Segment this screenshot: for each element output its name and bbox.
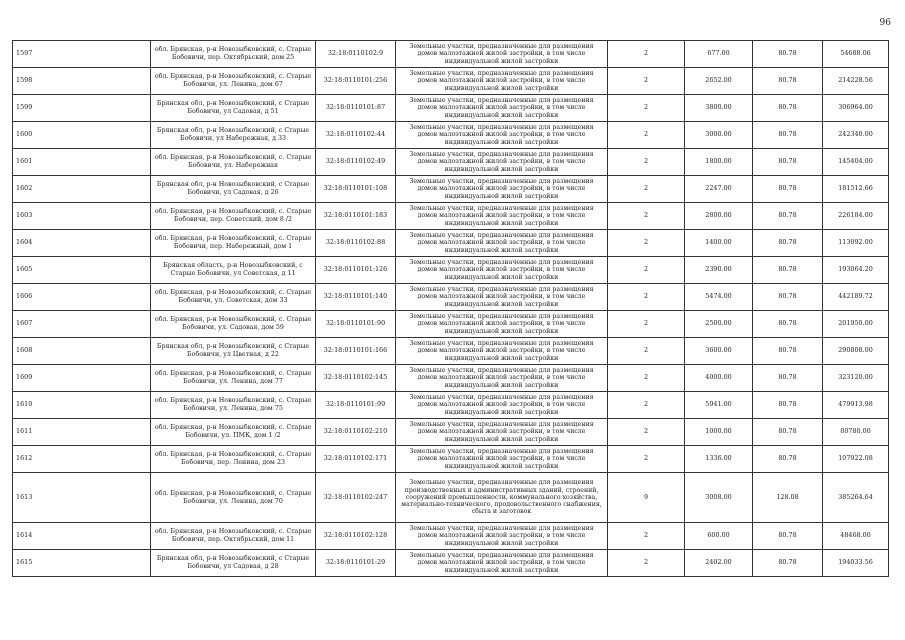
specific-value-cell: 80.78: [753, 41, 823, 68]
area-cell: 1800.00: [685, 149, 753, 176]
specific-value-cell: 80.78: [753, 95, 823, 122]
land-use-cell: Земельные участки, предназначенные для размещения домов малоэтажной жилой застройки, в том числе индивидуальной жилой застройки: [396, 41, 608, 68]
cadastral-value-cell: 290808.00: [823, 338, 889, 365]
group-cell: 2: [608, 338, 685, 365]
address-cell: Брянская обл, р-н Новозыбковский, с Старые Бобовичи, ул Садовая, д 51: [151, 95, 316, 122]
row-number-cell: 1613: [13, 473, 151, 523]
row-number-cell: 1614: [13, 523, 151, 550]
table-row: [13, 95, 889, 122]
area-cell: 3600.00: [685, 338, 753, 365]
specific-value-cell: 80.78: [753, 122, 823, 149]
table-row: [13, 419, 889, 446]
address-cell: обл. Брянская, р-н Новозыбковский, с. Старые Бобовичи, пер. Октябрьский, дом 25: [151, 41, 316, 68]
group-cell: 2: [608, 419, 685, 446]
area-cell: 5474.00: [685, 284, 753, 311]
cadastral-value-cell: 181512.66: [823, 176, 889, 203]
area-cell: 4000.00: [685, 365, 753, 392]
cadastral-value-cell: 242340.00: [823, 122, 889, 149]
row-number-cell: 1611: [13, 419, 151, 446]
group-cell: 2: [608, 257, 685, 284]
address-cell: Брянская обл, р-н Новозыбковский, с Старые Бобовичи, ул Садовая, д 28: [151, 550, 316, 577]
area-cell: 2390.00: [685, 257, 753, 284]
row-number-cell: 1600: [13, 122, 151, 149]
group-cell: 2: [608, 550, 685, 577]
land-use-cell: Земельные участки, предназначенные для размещения домов малоэтажной жилой застройки, в том числе индивидуальной жилой застройки: [396, 230, 608, 257]
group-cell: 2: [608, 230, 685, 257]
address-cell: обл. Брянская, р-н Новозыбковский, с. Старые Бобовичи, ул. Ленина, дом 77: [151, 365, 316, 392]
cadastral-number-cell: 32:18:0110102:128: [316, 523, 396, 550]
address-cell: обл. Брянская, р-н Новозыбковский, с. Старые Бобовичи, ул. ПМК, дом 1 /2: [151, 419, 316, 446]
group-cell: 2: [608, 203, 685, 230]
cadastral-value-cell: 479913.98: [823, 392, 889, 419]
specific-value-cell: 80.78: [753, 176, 823, 203]
specific-value-cell: 80.78: [753, 311, 823, 338]
cadastral-number-cell: 32:18:0110102:44: [316, 122, 396, 149]
area-cell: 2800.00: [685, 203, 753, 230]
table-row: [13, 257, 889, 284]
address-cell: Брянская обл, р-н Новозыбковский, с Старые Бобовичи, ул Цветная, д 22: [151, 338, 316, 365]
address-cell: Брянская область, р-н Новозыбковский, с Старые Бобовичи, ул Советская, д 11: [151, 257, 316, 284]
group-cell: 2: [608, 41, 685, 68]
address-cell: обл. Брянская, р-н Новозыбковский, с. Старые Бобовичи, ул. Советская, дом 33: [151, 284, 316, 311]
row-number-cell: 1604: [13, 230, 151, 257]
address-cell: обл. Брянская, р-н Новозыбковский, с. Старые Бобовичи, ул. Ленина, дом 70: [151, 473, 316, 523]
cadastral-number-cell: 32:18:0110102:145: [316, 365, 396, 392]
specific-value-cell: 80.78: [753, 392, 823, 419]
row-number-cell: 1615: [13, 550, 151, 577]
address-cell: Брянская обл, р-н Новозыбковский, с Старые Бобовичи, ул Садовая, д 26: [151, 176, 316, 203]
cadastral-number-cell: 32:18:0110101:108: [316, 176, 396, 203]
area-cell: 3000.00: [685, 122, 753, 149]
group-cell: 2: [608, 68, 685, 95]
cadastral-value-cell: 48468.00: [823, 523, 889, 550]
address-cell: Брянская обл, р-н Новозыбковский, с Старые Бобовичи, ул Набережная, д 33: [151, 122, 316, 149]
group-cell: 2: [608, 523, 685, 550]
address-cell: обл. Брянская, р-н Новозыбковский, с. Старые Бобовичи, пер. Набережный, дом 1: [151, 230, 316, 257]
cadastral-value-cell: 201950.00: [823, 311, 889, 338]
area-cell: 677.00: [685, 41, 753, 68]
row-number-cell: 1610: [13, 392, 151, 419]
land-use-cell: Земельные участки, предназначенные для размещения домов малоэтажной жилой застройки, в том числе индивидуальной жилой застройки: [396, 311, 608, 338]
cadastral-number-cell: 32:18:0110102:171: [316, 446, 396, 473]
land-use-cell: Земельные участки, предназначенные для размещения домов малоэтажной жилой застройки, в том числе индивидуальной жилой застройки: [396, 68, 608, 95]
specific-value-cell: 80.78: [753, 446, 823, 473]
specific-value-cell: 80.78: [753, 257, 823, 284]
cadastral-number-cell: 32:18:0110101:29: [316, 550, 396, 577]
land-use-cell: Земельные участки, предназначенные для размещения домов малоэтажной жилой застройки, в том числе индивидуальной жилой застройки: [396, 122, 608, 149]
cadastral-value-cell: 193064.20: [823, 257, 889, 284]
specific-value-cell: 80.78: [753, 365, 823, 392]
table-row: [13, 203, 889, 230]
table-row: [13, 473, 889, 523]
group-cell: 2: [608, 365, 685, 392]
area-cell: 600.00: [685, 523, 753, 550]
table-row: [13, 176, 889, 203]
address-cell: обл. Брянская, р-н Новозыбковский, с. Старые Бобовичи, ул. Ленина, дом 67: [151, 68, 316, 95]
land-use-cell: Земельные участки, предназначенные для размещения домов малоэтажной жилой застройки, в том числе индивидуальной жилой застройки: [396, 392, 608, 419]
table-row: [13, 446, 889, 473]
land-use-cell: Земельные участки, предназначенные для размещения домов малоэтажной жилой застройки, в том числе индивидуальной жилой застройки: [396, 338, 608, 365]
land-use-cell: Земельные участки, предназначенные для размещения домов малоэтажной жилой застройки, в том числе индивидуальной жилой застройки: [396, 446, 608, 473]
address-cell: обл. Брянская, р-н Новозыбковский, с. Старые Бобовичи, пер. Советский, дом 8 /2: [151, 203, 316, 230]
specific-value-cell: 80.78: [753, 230, 823, 257]
group-cell: 9: [608, 473, 685, 523]
group-cell: 2: [608, 311, 685, 338]
cadastral-number-cell: 32:18:0110102:247: [316, 473, 396, 523]
land-use-cell: Земельные участки, предназначенные для размещения домов малоэтажной жилой застройки, в том числе индивидуальной жилой застройки: [396, 550, 608, 577]
row-number-cell: 1612: [13, 446, 151, 473]
row-number-cell: 1601: [13, 149, 151, 176]
row-number-cell: 1597: [13, 41, 151, 68]
land-use-cell: Земельные участки, предназначенные для размещения домов малоэтажной жилой застройки, в том числе индивидуальной жилой застройки: [396, 149, 608, 176]
row-number-cell: 1606: [13, 284, 151, 311]
address-cell: обл. Брянская, р-н Новозыбковский, с. Старые Бобовичи, ул. Садовая, дом 59: [151, 311, 316, 338]
cadastral-number-cell: 32:18:0110101:90: [316, 311, 396, 338]
land-use-cell: Земельные участки, предназначенные для размещения производственных и административных зданий, строений, сооружений промышленности, коммунального хозяйства, материально-технического, продовольственного снабжения, сбыта и заготовок: [396, 473, 608, 523]
cadastral-value-cell: 113092.00: [823, 230, 889, 257]
table-row: [13, 149, 889, 176]
cadastral-value-cell: 306964.00: [823, 95, 889, 122]
land-use-cell: Земельные участки, предназначенные для размещения домов малоэтажной жилой застройки, в том числе индивидуальной жилой застройки: [396, 176, 608, 203]
row-number-cell: 1605: [13, 257, 151, 284]
area-cell: 2247.00: [685, 176, 753, 203]
specific-value-cell: 80.78: [753, 203, 823, 230]
cadastral-value-cell: 226184.00: [823, 203, 889, 230]
land-use-cell: Земельные участки, предназначенные для размещения домов малоэтажной жилой застройки, в том числе индивидуальной жилой застройки: [396, 257, 608, 284]
specific-value-cell: 80.78: [753, 338, 823, 365]
area-cell: 2500.00: [685, 311, 753, 338]
land-use-cell: Земельные участки, предназначенные для размещения домов малоэтажной жилой застройки, в том числе индивидуальной жилой застройки: [396, 523, 608, 550]
row-number-cell: 1608: [13, 338, 151, 365]
address-cell: обл. Брянская, р-н Новозыбковский, с. Старые Бобовичи, ул. Ленина, дом 75: [151, 392, 316, 419]
group-cell: 2: [608, 149, 685, 176]
cadastral-number-cell: 32:18:0110102:9: [316, 41, 396, 68]
cadastral-value-cell: 385264.64: [823, 473, 889, 523]
area-cell: 3008.00: [685, 473, 753, 523]
area-cell: 1000.00: [685, 419, 753, 446]
table-row: [13, 365, 889, 392]
specific-value-cell: 80.78: [753, 550, 823, 577]
area-cell: 5941.00: [685, 392, 753, 419]
specific-value-cell: 128.08: [753, 473, 823, 523]
address-cell: обл. Брянская, р-н Новозыбковский, с. Старые Бобовичи, пер. Октябрьский, дом 11: [151, 523, 316, 550]
cadastral-number-cell: 32:18:0110101:166: [316, 338, 396, 365]
land-use-cell: Земельные участки, предназначенные для размещения домов малоэтажной жилой застройки, в том числе индивидуальной жилой застройки: [396, 284, 608, 311]
address-cell: обл. Брянская, р-н Новозыбковский, с. Старые Бобовичи, ул. Набережная: [151, 149, 316, 176]
cadastral-number-cell: 32:18:0110101:140: [316, 284, 396, 311]
cadastral-value-cell: 214228.56: [823, 68, 889, 95]
table-row: [13, 41, 889, 68]
group-cell: 2: [608, 122, 685, 149]
cadastral-value-cell: 323120.00: [823, 365, 889, 392]
table-row: [13, 68, 889, 95]
land-plots-table: [12, 40, 889, 577]
specific-value-cell: 80.78: [753, 419, 823, 446]
table-row: [13, 338, 889, 365]
cadastral-value-cell: 80780.00: [823, 419, 889, 446]
land-use-cell: Земельные участки, предназначенные для размещения домов малоэтажной жилой застройки, в том числе индивидуальной жилой застройки: [396, 95, 608, 122]
table-row: [13, 550, 889, 577]
group-cell: 2: [608, 446, 685, 473]
specific-value-cell: 80.78: [753, 523, 823, 550]
cadastral-number-cell: 32:18:0110101:126: [316, 257, 396, 284]
group-cell: 2: [608, 284, 685, 311]
row-number-cell: 1603: [13, 203, 151, 230]
address-cell: обл. Брянская, р-н Новозыбковский, с. Старые Бобовичи, пер. Ленина, дом 23: [151, 446, 316, 473]
cadastral-value-cell: 442189.72: [823, 284, 889, 311]
land-use-cell: Земельные участки, предназначенные для размещения домов малоэтажной жилой застройки, в том числе индивидуальной жилой застройки: [396, 203, 608, 230]
cadastral-value-cell: 54688.06: [823, 41, 889, 68]
cadastral-number-cell: 32:18:0110101:87: [316, 95, 396, 122]
specific-value-cell: 80.78: [753, 149, 823, 176]
row-number-cell: 1602: [13, 176, 151, 203]
cadastral-number-cell: 32:18:0110101:256: [316, 68, 396, 95]
table-row: [13, 311, 889, 338]
area-cell: 2402.00: [685, 550, 753, 577]
cadastral-number-cell: 32:18:0110101:99: [316, 392, 396, 419]
row-number-cell: 1609: [13, 365, 151, 392]
cadastral-number-cell: 32:18:0110102:49: [316, 149, 396, 176]
table-row: [13, 392, 889, 419]
area-cell: 1336.00: [685, 446, 753, 473]
cadastral-value-cell: 107922.08: [823, 446, 889, 473]
area-cell: 2652.00: [685, 68, 753, 95]
area-cell: 3800.00: [685, 95, 753, 122]
table-row: [13, 284, 889, 311]
cadastral-value-cell: 194033.56: [823, 550, 889, 577]
row-number-cell: 1599: [13, 95, 151, 122]
specific-value-cell: 80.78: [753, 284, 823, 311]
land-use-cell: Земельные участки, предназначенные для размещения домов малоэтажной жилой застройки, в том числе индивидуальной жилой застройки: [396, 419, 608, 446]
area-cell: 1400.00: [685, 230, 753, 257]
group-cell: 2: [608, 392, 685, 419]
group-cell: 2: [608, 95, 685, 122]
cadastral-number-cell: 32:18:0110102:210: [316, 419, 396, 446]
cadastral-value-cell: 145404.00: [823, 149, 889, 176]
row-number-cell: 1607: [13, 311, 151, 338]
specific-value-cell: 80.78: [753, 68, 823, 95]
row-number-cell: 1598: [13, 68, 151, 95]
cadastral-number-cell: 32:18:0110102:88: [316, 230, 396, 257]
group-cell: 2: [608, 176, 685, 203]
table-row: [13, 122, 889, 149]
table-row: [13, 523, 889, 550]
table-row: [13, 230, 889, 257]
land-use-cell: Земельные участки, предназначенные для размещения домов малоэтажной жилой застройки, в том числе индивидуальной жилой застройки: [396, 365, 608, 392]
cadastral-number-cell: 32:18:0110101:183: [316, 203, 396, 230]
page-number: 96: [879, 18, 891, 28]
